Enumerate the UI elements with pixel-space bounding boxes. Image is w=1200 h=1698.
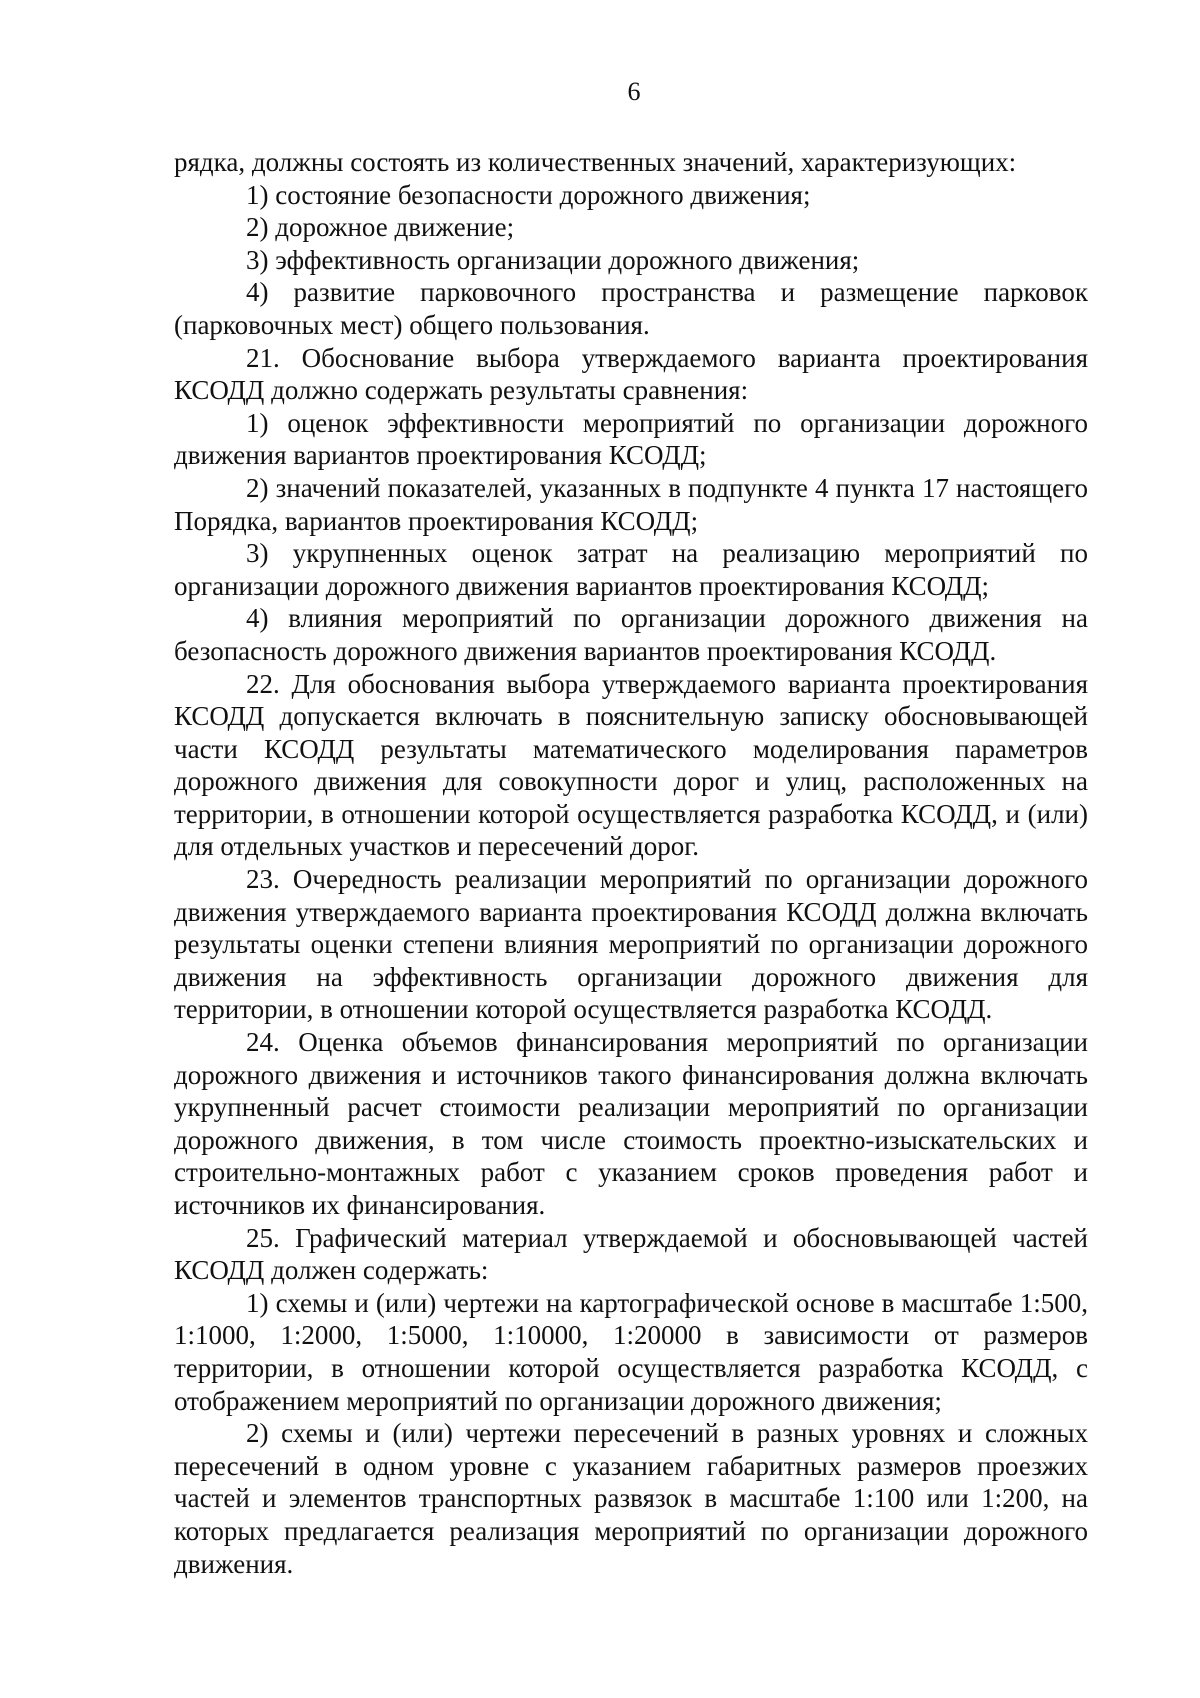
list-item: 2) дорожное движение; [246,212,515,243]
paragraph-22: 22. Для обоснования выбора утверждаемого варианта проектирования КСОДД допускается включать в пояснительную записку обосновывающей части КСОДД результаты математического моделирования параметров дорожного движения для совокупности дорог и улиц, расположенных на территории, в отношении которой осуществляется разработка КСОДД, и (или) для отдельных участков и пересечений дорог. [174,668,1088,862]
list-item: 1) состояние безопасности дорожного движения; [246,179,811,210]
list-item: 2) схемы и (или) чертежи пересечений в разных уровнях и сложных пересечений в одном уровне с указанием габаритных размеров проезжих частей и элементов транспортных развязок в масштабе 1:100 или 1:200, на которых предлагается реализация мероприятий по организации дорожного движения. [174,1418,1088,1579]
list-item: 4) развитие парковочного пространства и размещение парковок (парковочных мест) общего пользования. [174,277,1088,340]
list-item: 3) укрупненных оценок затрат на реализацию мероприятий по организации дорожного движения вариантов проектирования КСОДД; [174,538,1088,601]
paragraph-25: 25. Графический материал утверждаемой и обосновывающей частей КСОДД должен содержать: [174,1222,1088,1286]
paragraph-23: 23. Очередность реализации мероприятий по организации дорожного движения утверждаемого варианта проектирования КСОДД должна включать результаты оценки степени влияния мероприятий по организации дорожного движения на эффективность организации дорожного движения для территории, в отношении которой осуществляется разработка КСОДД. [174,864,1088,1025]
list-item: 2) значений показателей, указанных в подпункте 4 пункта 17 настоящего Порядка, вариантов проектирования КСОДД; [174,472,1088,536]
document-body [174,146,1088,1580]
paragraph-24: 24. Оценка объемов финансирования мероприятий по организации дорожного движения и источников такого финансирования должна включать укрупненный расчет стоимости реализации мероприятий по организации дорожного движения, в том числе стоимость проектно-изыскательских и строительно-монтажных работ с указанием сроков проведения работ и источников их финансирования. [174,1027,1088,1220]
list-item: 3) эффективность организации дорожного движения; [246,244,860,275]
list-item: 1) схемы и (или) чертежи на картографической основе в масштабе 1:500, 1:1000, 1:2000, 1:5000, 1:10000, 1:20000 в зависимости от размеров территории, в отношении которой осуществляется разработка КСОДД, с отображением мероприятий по организации дорожного движения; [174,1287,1088,1416]
page-number: 6 [627,77,641,106]
list-item: 4) влияния мероприятий по организации дорожного движения на безопасность дорожного движения вариантов проектирования КСОДД. [174,603,1088,666]
list-item: 1) оценок эффективности мероприятий по организации дорожного движения вариантов проектирования КСОДД; [174,407,1088,471]
paragraph-21: 21. Обоснование выбора утверждаемого варианта проектирования КСОДД должно содержать результаты сравнения: [174,342,1088,406]
paragraph-continuation: рядка, должны состоять из количественных значений, характеризующих: [174,147,1017,177]
